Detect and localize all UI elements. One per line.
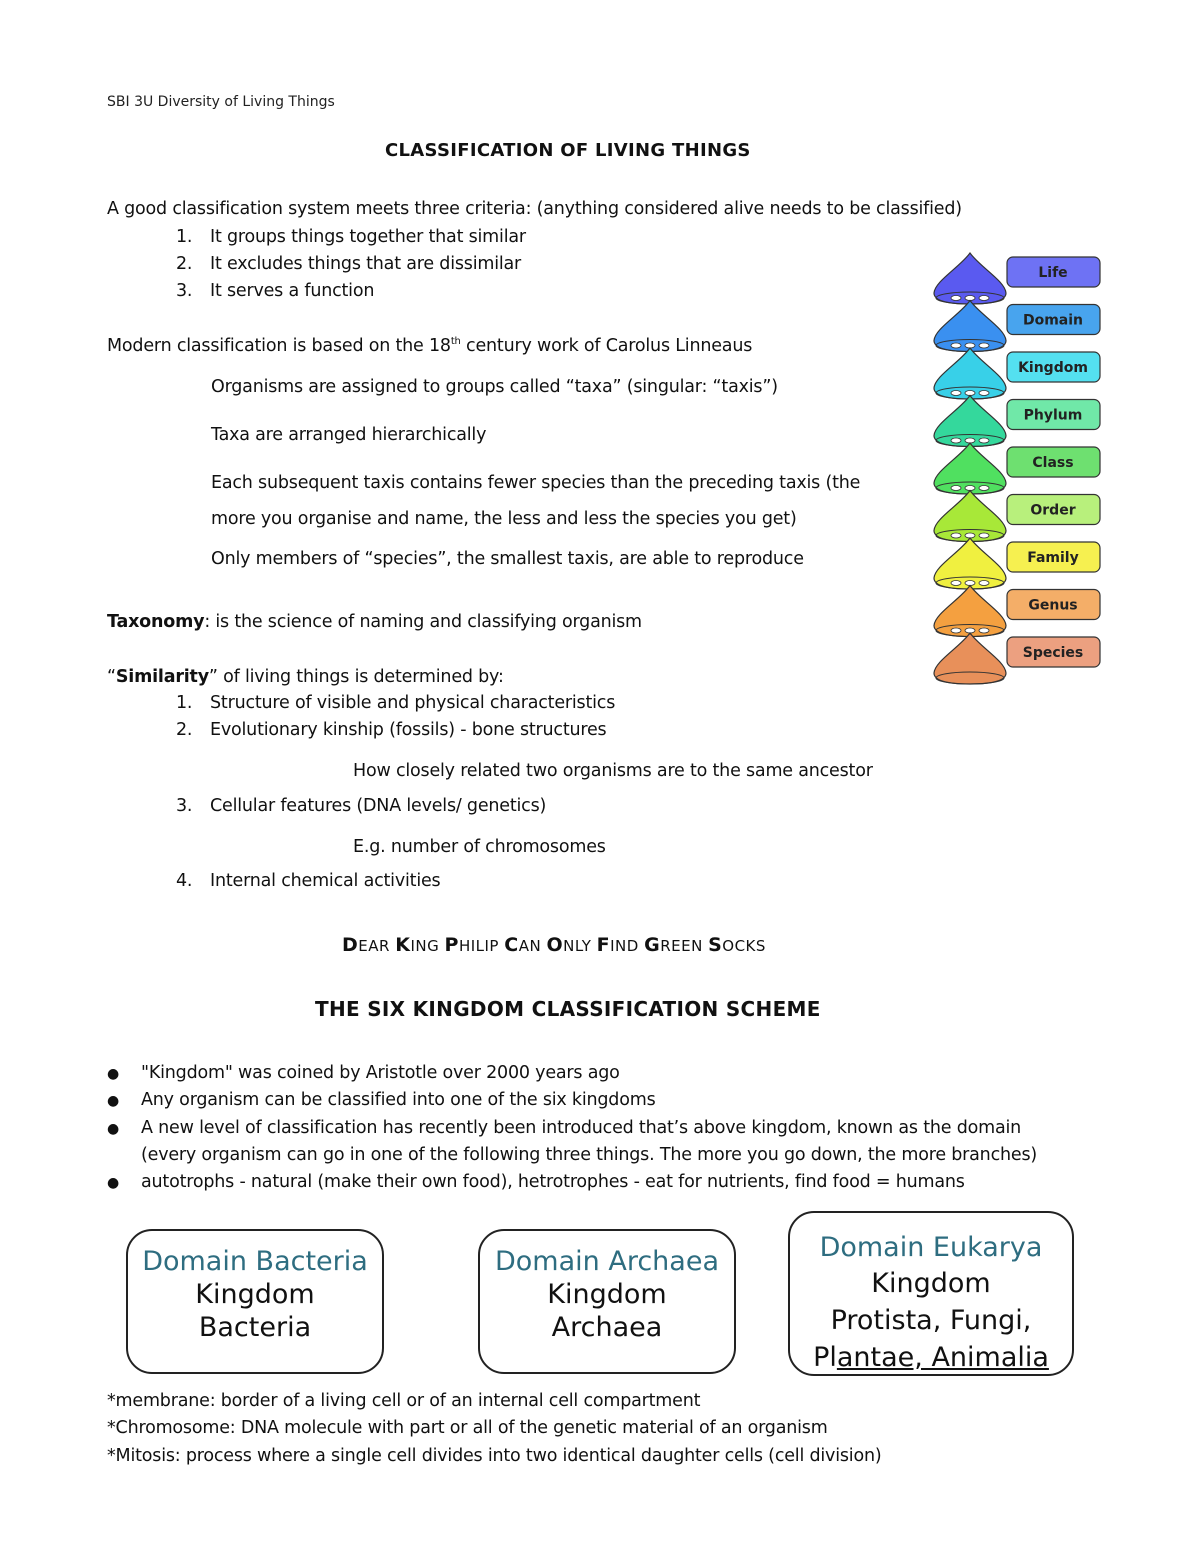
- mnemonic: [342, 934, 766, 956]
- domain-bacteria-box: [126, 1229, 384, 1374]
- similarity-number: 2.: [176, 720, 193, 740]
- mnemonic-initial: D: [342, 934, 359, 956]
- taxa-paragraph: more you organise and name, the less and less the species you get): [211, 509, 797, 529]
- similarity-subnote: How closely related two organisms are to the same ancestor: [353, 761, 873, 781]
- mnemonic-initial: F: [596, 934, 611, 956]
- taxonomy-hierarchy-diagram: [925, 245, 1110, 690]
- similarity-subnote: E.g. number of chromosomes: [353, 837, 606, 857]
- criteria-number: 2.: [176, 254, 193, 274]
- domain-bacteria-kingdom-name: Bacteria: [198, 1312, 312, 1343]
- footnote-chromosome: *Chromosome: DNA molecule with part or all of the genetic material of an organism: [107, 1418, 828, 1438]
- pyramid-hole: [979, 296, 989, 301]
- pyramid-hole: [979, 391, 989, 396]
- pyramid-hole: [979, 628, 989, 633]
- taxa-paragraph: Taxa are arranged hierarchically: [211, 425, 487, 445]
- domain-eukarya-kingdom-label: Kingdom: [871, 1268, 991, 1299]
- taxa-paragraph: Organisms are assigned to groups called “taxa” (singular: “taxis”): [211, 377, 778, 397]
- section-title-six-kingdom: THE SIX KINGDOM CLASSIFICATION SCHEME: [315, 997, 821, 1021]
- mnemonic-initial: G: [644, 934, 661, 956]
- mnemonic-rest: ING: [410, 937, 445, 955]
- similarity-heading: [107, 667, 504, 687]
- similarity-item: [176, 796, 546, 816]
- pyramid-hole: [979, 486, 989, 491]
- similarity-text: Cellular features (DNA levels/ genetics): [210, 796, 547, 816]
- mnemonic-initial: S: [708, 934, 723, 956]
- domain-archaea-title: Domain Archaea: [495, 1246, 719, 1277]
- page-header: SBI 3U Diversity of Living Things: [107, 94, 335, 110]
- bullet-dot: ●: [107, 1066, 120, 1082]
- similarity-item: [176, 720, 606, 740]
- similarity-number: 1.: [176, 693, 193, 713]
- pyramid-level-species: [934, 633, 1100, 684]
- criteria-number: 1.: [176, 227, 193, 247]
- pyramid-hole: [951, 296, 961, 301]
- pyramid-level-domain: [934, 301, 1100, 352]
- pyramid-label: Life: [1038, 265, 1068, 281]
- criteria-item: [176, 227, 526, 247]
- pyramid-hole: [951, 343, 961, 348]
- mnemonic-rest: AN: [518, 937, 547, 955]
- taxonomy-definition: [107, 612, 642, 632]
- domain-archaea-box: [478, 1229, 736, 1374]
- taxa-paragraph: Each subsequent taxis contains fewer species than the preceding taxis (the: [211, 473, 861, 493]
- pyramid-label: Kingdom: [1018, 360, 1088, 376]
- pyramid-level-genus: [934, 586, 1100, 637]
- modern-text-pre: Modern classification is based on the 18: [107, 336, 451, 356]
- pyramid-hole: [951, 628, 961, 633]
- mnemonic-rest: IND: [610, 937, 645, 955]
- bullet-item: [107, 1172, 965, 1192]
- pyramid-label: Order: [1030, 502, 1076, 519]
- page-title: CLASSIFICATION OF LIVING THINGS: [385, 140, 751, 161]
- pyramid-label: Family: [1027, 550, 1079, 566]
- mnemonic-initial: C: [504, 934, 519, 956]
- similarity-text: Structure of visible and physical characteristics: [210, 693, 616, 713]
- similarity-number: 3.: [176, 796, 193, 816]
- bullet-text: Any organism can be classified into one of the six kingdoms: [141, 1090, 656, 1110]
- domain-eukarya-kingdoms-line2: [790, 1341, 1072, 1374]
- domain-eukarya-title: Domain Eukarya: [819, 1232, 1043, 1263]
- mnemonic-rest: EAR: [358, 937, 396, 955]
- pyramid-label: Genus: [1028, 597, 1078, 614]
- similarity-number: 4.: [176, 871, 193, 891]
- domain-bacteria-kingdom-label: Kingdom: [195, 1279, 315, 1310]
- pyramid-level-phylum: [934, 396, 1100, 447]
- eukarya-line2-underlined: antae, Animalia: [836, 1342, 1049, 1373]
- ordinal-suffix: th: [450, 336, 461, 348]
- pyramid-label: Class: [1032, 455, 1074, 471]
- modern-classification-line: [107, 336, 752, 356]
- quote-open: “: [107, 667, 116, 687]
- eukarya-line2-start: Pl: [813, 1342, 837, 1373]
- domain-eukarya-kingdoms-line1: Protista, Fungi,: [830, 1305, 1032, 1336]
- criteria-text: It excludes things that are dissimilar: [210, 254, 522, 274]
- taxonomy-term: Taxonomy: [107, 612, 205, 632]
- footnote-mitosis: *Mitosis: process where a single cell divides into two identical daughter cells (cell division): [107, 1446, 882, 1466]
- domain-archaea-kingdom-name: Archaea: [551, 1312, 663, 1343]
- mnemonic-rest: HILIP: [458, 937, 505, 955]
- pyramid-hole: [979, 343, 989, 348]
- pyramid-level-kingdom: [934, 348, 1100, 399]
- pyramid-hole: [979, 533, 989, 538]
- footnote-membrane: *membrane: border of a living cell or of an internal cell compartment: [107, 1391, 701, 1411]
- pyramid-level-order: [934, 491, 1100, 542]
- pyramid-level-family: [934, 538, 1100, 589]
- bullet-item: [107, 1118, 1021, 1138]
- bullet-dot: ●: [107, 1175, 120, 1191]
- bullet-item: [107, 1063, 620, 1083]
- mnemonic-initial: O: [546, 934, 564, 956]
- bullet-text: "Kingdom" was coined by Aristotle over 2000 years ago: [141, 1063, 620, 1083]
- similarity-item: [176, 871, 440, 891]
- bullet-item: [107, 1090, 656, 1110]
- bullet-dot: ●: [107, 1093, 120, 1109]
- pyramid-label: Domain: [1022, 312, 1084, 329]
- domain-eukarya-box: [788, 1211, 1074, 1376]
- bullet-continuation: (every organism can go in one of the following three things. The more you go down, the more branches): [141, 1145, 1037, 1165]
- pyramid-hole: [951, 486, 961, 491]
- mnemonic-rest: OCKS: [722, 937, 766, 955]
- similarity-term: Similarity: [115, 667, 209, 687]
- criteria-item: [176, 281, 374, 301]
- mnemonic-initial: P: [444, 934, 459, 956]
- similarity-text: Internal chemical activities: [210, 871, 441, 891]
- mnemonic-initial: K: [395, 934, 411, 956]
- mnemonic-rest: REEN: [660, 937, 709, 955]
- bullet-text: autotrophs - natural (make their own food), hetrotrophes - eat for nutrients, find food = humans: [141, 1172, 965, 1192]
- taxa-paragraph: Only members of “species”, the smallest taxis, are able to reproduce: [211, 549, 804, 569]
- similarity-text: Evolutionary kinship (fossils) - bone structures: [210, 720, 607, 740]
- pyramid-hole: [951, 391, 961, 396]
- pyramid-label: Phylum: [1023, 407, 1083, 424]
- domain-bacteria-title: Domain Bacteria: [142, 1246, 368, 1277]
- taxonomy-def: : is the science of naming and classifying organism: [204, 612, 642, 632]
- pyramid-hole: [979, 581, 989, 586]
- bullet-dot: ●: [107, 1121, 120, 1137]
- pyramid-hole: [951, 438, 961, 443]
- criteria-intro: A good classification system meets three criteria: (anything considered alive needs to be classified): [107, 199, 962, 219]
- pyramid-bell: [934, 633, 1006, 684]
- criteria-number: 3.: [176, 281, 193, 301]
- pyramid-level-class: [934, 443, 1100, 494]
- pyramid-label: Species: [1022, 645, 1084, 661]
- criteria-item: [176, 254, 521, 274]
- similarity-item: [176, 693, 615, 713]
- pyramid-level-life: [934, 253, 1100, 304]
- pyramid-hole: [951, 581, 961, 586]
- similarity-rest: ” of living things is determined by:: [208, 667, 504, 687]
- domain-archaea-kingdom-label: Kingdom: [547, 1279, 667, 1310]
- criteria-text: It groups things together that similar: [210, 227, 526, 247]
- pyramid-hole: [979, 438, 989, 443]
- bullet-text: A new level of classification has recently been introduced that’s above kingdom, known as the domain: [141, 1118, 1022, 1138]
- pyramid-hole: [951, 533, 961, 538]
- modern-text-post: century work of Carolus Linneaus: [460, 336, 753, 356]
- mnemonic-rest: NLY: [563, 937, 597, 955]
- criteria-text: It serves a function: [210, 281, 375, 301]
